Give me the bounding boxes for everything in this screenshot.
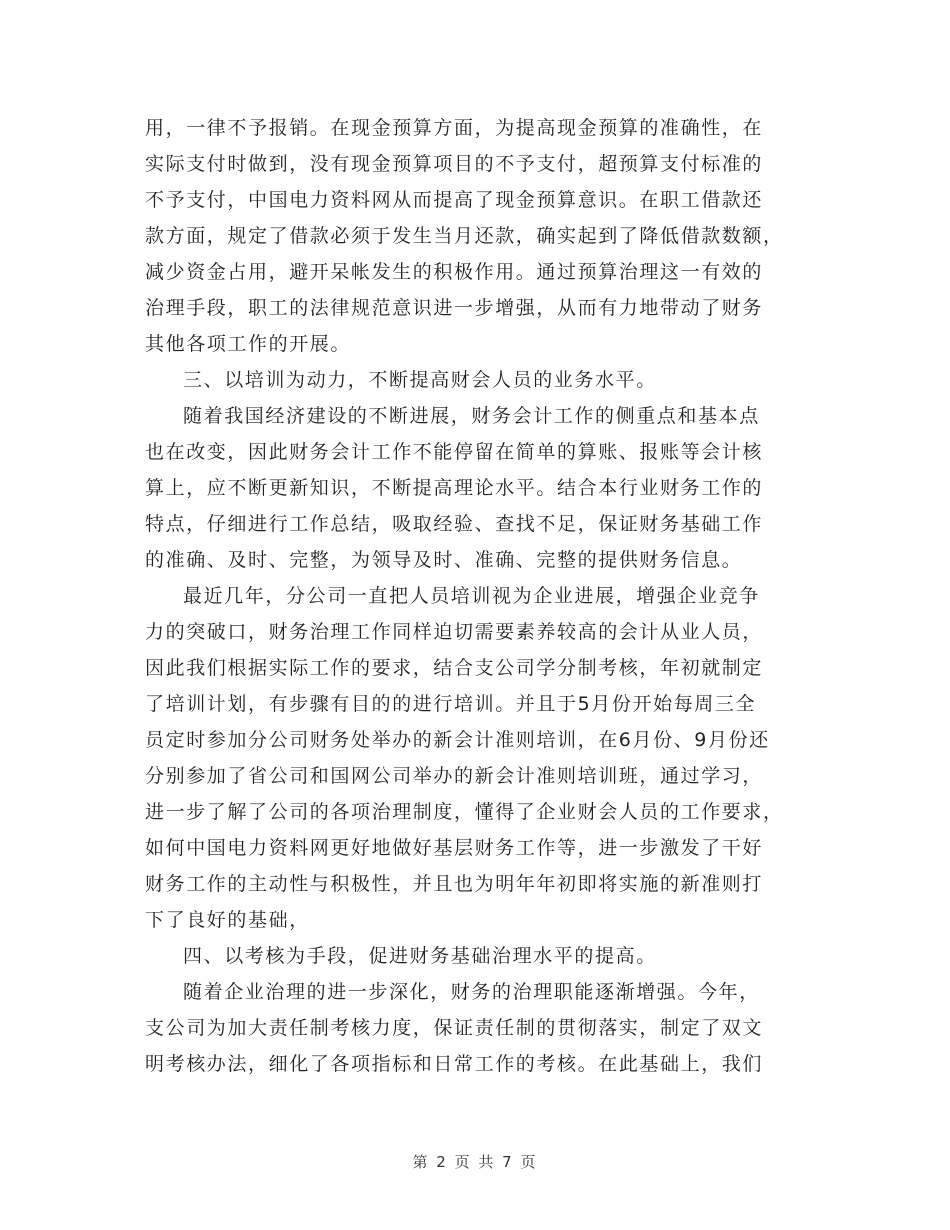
- text-line: 款方面，规定了借款必须于发生当月还款，确实起到了降低借款数额，: [145, 225, 784, 247]
- section-heading: 四、以考核为手段，促进财务基础治理水平的提高。: [183, 945, 657, 967]
- text-line: 支公司为加大责任制考核力度，保证责任制的贯彻落实，制定了双文: [145, 1017, 764, 1039]
- text-line: 用，一律不予报销。在现金预算方面，为提高现金预算的准确性，在: [145, 117, 764, 139]
- text-line: 最近几年，分公司一直把人员培训视为企业进展，增强企业竞争: [183, 585, 760, 607]
- text-line: 明考核办法，细化了各项指标和日常工作的考核。在此基础上，我们: [145, 1053, 764, 1075]
- text-line: 力的突破口，财务治理工作同样迫切需要素养较高的会计从业人员，: [145, 621, 764, 643]
- text-line: 分别参加了省公司和国网公司举办的新会计准则培训班，通过学习，: [145, 765, 764, 787]
- text-line: 治理手段，职工的法律规范意识进一步增强，从而有力地带动了财务: [145, 297, 764, 319]
- text-line: 进一步了解了公司的各项治理制度，懂得了企业财会人员的工作要求，: [145, 801, 784, 823]
- text-line: 算上，应不断更新知识，不断提高理论水平。结合本行业财务工作的: [145, 477, 764, 499]
- text-line: 财务工作的主动性与积极性，并且也为明年年初即将实施的新准则打: [145, 873, 764, 895]
- document-body: [145, 110, 805, 1082]
- page-footer: 第 2 页 共 7 页: [412, 1153, 538, 1171]
- text-line: 实际支付时做到，没有现金预算项目的不予支付，超预算支付标准的: [145, 153, 764, 175]
- text-line: 随着我国经济建设的不断进展，财务会计工作的侧重点和基本点: [183, 405, 760, 427]
- text-line: 减少资金占用，避开呆帐发生的积极作用。通过预算治理这一有效的: [145, 261, 764, 283]
- text-line: 的准确、及时、完整，为领导及时、准确、完整的提供财务信息。: [145, 549, 743, 571]
- text-line: 也在改变，因此财务会计工作不能停留在简单的算账、报账等会计核: [145, 441, 764, 463]
- text-line: 了培训计划，有步骤有目的的进行培训。并且于5月份开始每周三全: [145, 693, 757, 715]
- text-line: 如何中国电力资料网更好地做好基层财务工作等，进一步激发了干好: [145, 837, 764, 859]
- text-line: 不予支付，中国电力资料网从而提高了现金预算意识。在职工借款还: [145, 189, 764, 211]
- text-line: 下了良好的基础，: [145, 909, 310, 931]
- section-heading: 三、以培训为动力，不断提高财会人员的业务水平。: [183, 369, 657, 391]
- text-line: 员定时参加分公司财务处举办的新会计准则培训，在6月份、9月份还: [145, 729, 770, 751]
- text-line: 其他各项工作的开展。: [145, 333, 352, 355]
- text-line: 特点，仔细进行工作总结，吸取经验、查找不足，保证财务基础工作: [145, 513, 764, 535]
- text-line: 因此我们根据实际工作的要求，结合支公司学分制考核，年初就制定: [145, 657, 764, 679]
- text-line: 随着企业治理的进一步深化，财务的治理职能逐渐增强。今年，: [183, 981, 760, 1003]
